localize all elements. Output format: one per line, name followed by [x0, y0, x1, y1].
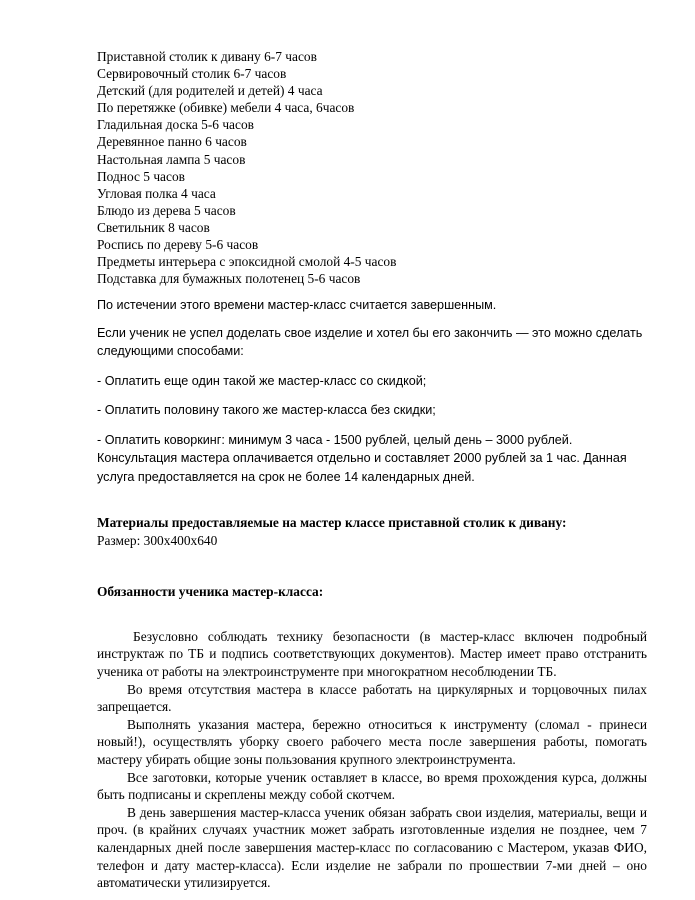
workshop-hours-list [97, 48, 647, 287]
duties-section [97, 628, 647, 892]
list-item: Настольная лампа 5 часов [97, 151, 246, 167]
duty-paragraph-pickup: В день завершения мастер-класса ученик обязан забрать свои изделия, материалы, вещи и проч. (в крайних случаях участник может забрать изготовленные изделия не позднее, чем 7 календарных дней после завершения мастер-класс по согласованию с Мастером, указав ФИО, телефон и дату мастер-класса). Если изделие не забрали по прошествии 7-ми дней – оно автоматически утилизируется. [97, 804, 647, 891]
completion-note: По истечении этого времени мастер-класс считается завершенным. [97, 298, 497, 313]
list-item: Блюдо из дерева 5 часов [97, 202, 236, 218]
option-discount: - Оплатить еще один такой же мастер-класс со скидкой; [97, 373, 427, 388]
option-coworking: - Оплатить коворкинг: минимум 3 часа - 1500 рублей, целый день – 3000 рублей. Консультация мастера оплачивается отдельно и составляет 2000 рублей за 1 час. Данная услуга предоставляется на срок не более 14 календарных дней. [97, 432, 627, 484]
duty-paragraph-saws: Во время отсутствия мастера в классе работать на циркулярных и торцовочных пилах запрещается. [97, 681, 647, 715]
list-item: Подставка для бумажных полотенец 5-6 часов [97, 271, 361, 287]
document-page [97, 48, 647, 892]
list-item: Деревянное панно 6 часов [97, 134, 247, 150]
duty-paragraph-safety: Безусловно соблюдать технику безопасности (в мастер-класс включен подробный инструктаж по ТБ и подпись соответствующих документов). Мастер имеет право отстранить ученика от работы на электроинструменте при многократном несоблюдении ТБ. [97, 628, 647, 679]
list-item: Угловая полка 4 часа [97, 185, 216, 201]
option-half-price: - Оплатить половину такого же мастер-класса без скидки; [97, 403, 436, 418]
list-item: По перетяжке (обивке) мебели 4 часа, 6часов [97, 100, 355, 116]
list-item: Гладильная доска 5-6 часов [97, 117, 254, 133]
duties-heading: Обязанности ученика мастер-класса: [97, 584, 324, 600]
duty-paragraph-blanks: Все заготовки, которые ученик оставляет в классе, во время прохождения курса, должны быть подписаны и скреплены между собой скотчем. [97, 769, 647, 803]
list-item: Приставной столик к дивану 6-7 часов [97, 49, 317, 64]
materials-heading: Материалы предоставляемые на мастер классе приставной столик к дивану: [97, 515, 567, 531]
list-item: Светильник 8 часов [97, 219, 210, 235]
size-line: Размер: 300х400х640 [97, 532, 218, 548]
list-item: Предметы интерьера с эпоксидной смолой 4-5 часов [97, 254, 397, 270]
duty-paragraph-instructions: Выполнять указания мастера, бережно относиться к инструменту (сломал - принеси новый!), осуществлять уборку своего рабочего места после завершения работы, помогать мастеру убирать общие зоны пользования крупного электроинструмента. [97, 716, 647, 767]
list-item: Сервировочный столик 6-7 часов [97, 66, 287, 82]
list-item: Детский (для родителей и детей) 4 часа [97, 83, 323, 99]
list-item: Роспись по дереву 5-6 часов [97, 237, 259, 253]
list-item: Поднос 5 часов [97, 168, 185, 184]
unfinished-intro: Если ученик не успел доделать свое изделие и хотел бы его закончить — это можно сделать следующими способами: [97, 325, 643, 359]
